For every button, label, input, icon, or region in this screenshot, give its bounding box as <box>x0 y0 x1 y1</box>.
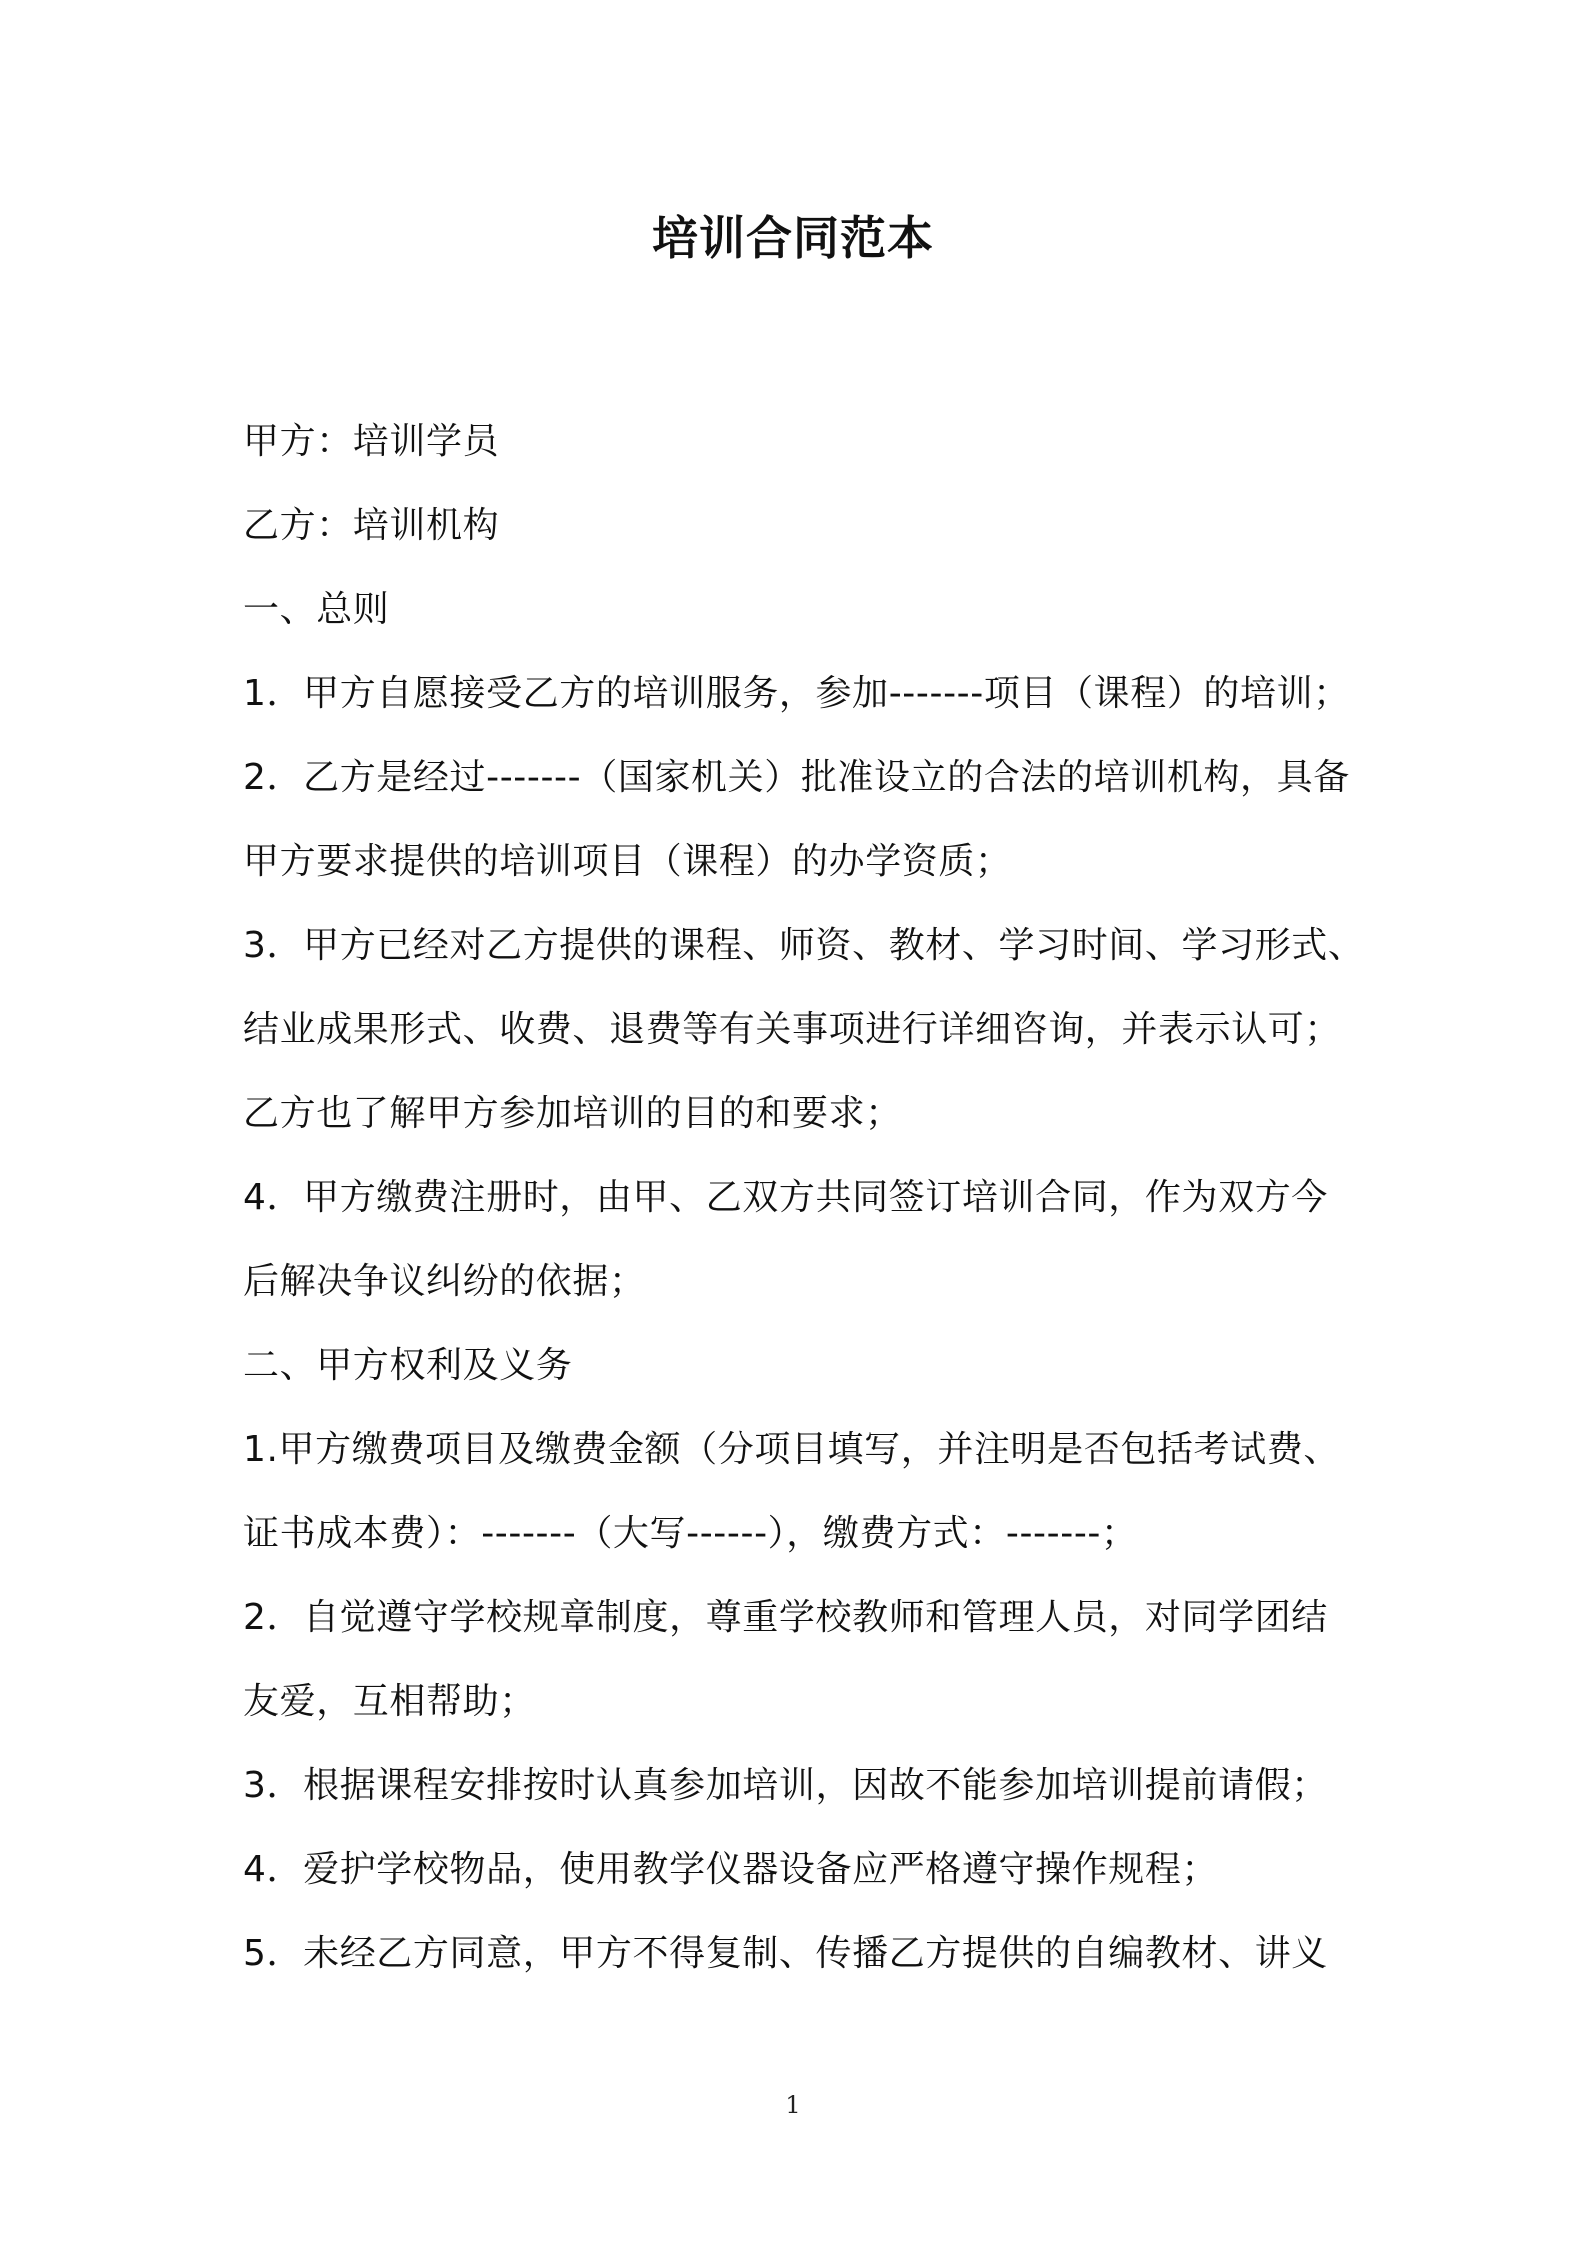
rights-clause-2-part-1: 2．自觉遵守学校规章制度，尊重学校教师和管理人员，对同学团结 <box>243 1597 1328 1638</box>
general-clause-4-part-2: 后解决争议纠纷的依据； <box>243 1261 646 1302</box>
party-a-line: 甲方：培训学员 <box>243 421 500 462</box>
general-clause-3-part-1: 3．甲方已经对乙方提供的课程、师资、教材、学习时间、学习形式、 <box>243 925 1365 966</box>
rights-clause-2-part-2: 友爱，互相帮助； <box>243 1681 536 1722</box>
rights-clause-1-part-1: 1.甲方缴费项目及缴费金额（分项目填写，并注明是否包括考试费、 <box>243 1429 1340 1470</box>
general-clause-2-part-1: 2．乙方是经过-------（国家机关）批准设立的合法的培训机构，具备 <box>243 757 1350 798</box>
rights-clause-1-part-2: 证书成本费）：-------（大写------），缴费方式：-------； <box>243 1513 1138 1554</box>
general-clause-3-part-3: 乙方也了解甲方参加培训的目的和要求； <box>243 1093 902 1134</box>
rights-clause-4: 4．爱护学校物品，使用教学仪器设备应严格遵守操作规程； <box>243 1849 1219 1890</box>
rights-clause-3: 3．根据课程安排按时认真参加培训，因故不能参加培训提前请假； <box>243 1765 1328 1806</box>
general-clause-1: 1．甲方自愿接受乙方的培训服务，参加-------项目（课程）的培训； <box>243 673 1350 714</box>
general-clause-4-part-1: 4．甲方缴费注册时，由甲、乙双方共同签订培训合同，作为双方今 <box>243 1177 1328 1218</box>
party-b-line: 乙方：培训机构 <box>243 505 500 546</box>
general-clause-3-part-2: 结业成果形式、收费、退费等有关事项进行详细咨询，并表示认可； <box>243 1009 1342 1050</box>
section-heading-general: 一、总则 <box>243 589 390 630</box>
contract-body <box>243 400 1363 1996</box>
page-number: 1 <box>785 2091 801 2119</box>
section-heading-rights-duties: 二、甲方权利及义务 <box>243 1345 573 1386</box>
general-clause-2-part-2: 甲方要求提供的培训项目（课程）的办学资质； <box>243 841 1012 882</box>
document-title: 培训合同范本 <box>652 211 934 265</box>
rights-clause-5: 5．未经乙方同意，甲方不得复制、传播乙方提供的自编教材、讲义 <box>243 1933 1328 1974</box>
